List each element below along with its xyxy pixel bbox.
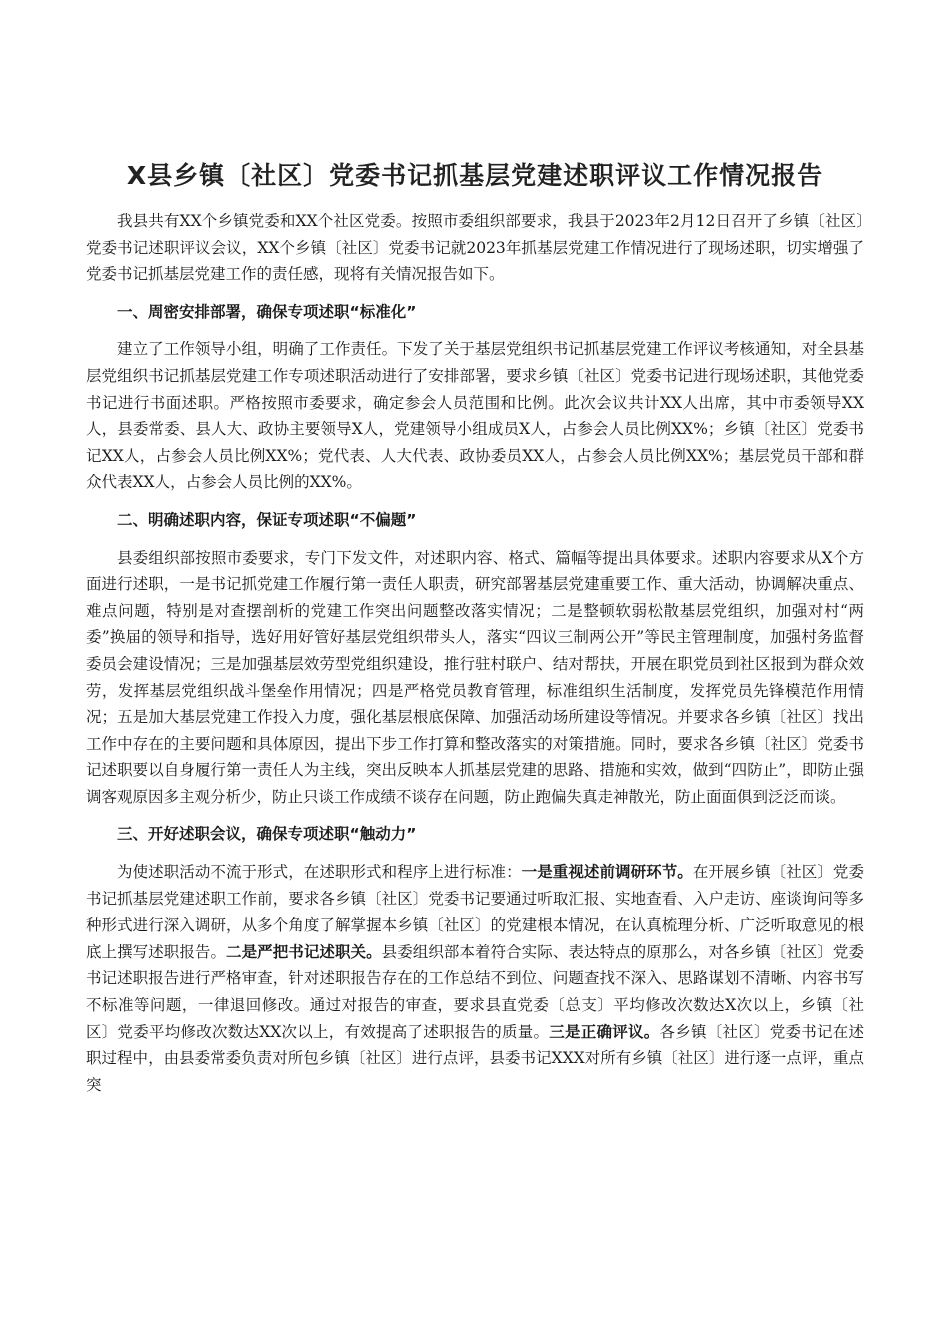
document-title: X县乡镇〔社区〕党委书记抓基层党建述职评议工作情况报告	[126, 161, 824, 190]
section-3-text: 在开展乡镇〔社区〕党委书记抓基层党建述职工作前，要求各乡镇〔社区〕党委书记要通过听取汇报、实地查看、入户走访、座谈询问等多种形式进行深入调研，从多个角度了解掌握本乡镇〔社区〕的党建根本情况，在认真梳理分析、广泛听取意见的根底上撰写述职报告。	[86, 863, 864, 961]
section-3-emphasis: 一是重视述前调研环节。	[521, 863, 693, 882]
section-3-text: 为使述职活动不流于形式，在述职形式和程序上进行标准：	[117, 863, 522, 882]
section-1-body: 建立了工作领导小组，明确了工作责任。下发了关于基层党组织书记抓基层党建工作评议考核通知，对全县基层党组织书记抓基层党建工作专项述职活动进行了安排部署，要求乡镇〔社区〕党委书记进行现场述职，其他党委书记进行书面述职。严格按照市委要求，确定参会人员范围和比例。此次会议共计XX人出席，其中市委领导XX人，县委常委、县人大、政协主要领导X人，党建领导小组成员X人，占参会人员比例XX%；乡镇〔社区〕党委书记XX人，占参会人员比例XX%；党代表、人大代表、政协委员XX人，占参会人员比例XX%；基层党员干部和群众代表XX人，占参会人员比例的XX%。	[86, 340, 864, 492]
section-3-heading: 三、开好述职会议，确保专项述职“触动力”	[117, 825, 417, 844]
document-page	[86, 150, 864, 1098]
section-1-heading: 一、周密安排部署，确保专项述职“标准化”	[117, 302, 417, 321]
section-3-body	[86, 859, 864, 1098]
intro-paragraph: 我县共有XX个乡镇党委和XX个社区党委。按照市委组织部要求，我县于2023年2月12日召开了乡镇〔社区〕党委书记述职评议会议，XX个乡镇〔社区〕党委书记就2023年抓基层党建工作情况进行了现场述职，切实增强了党委书记抓基层党建工作的责任感，现将有关情况报告如下。	[86, 212, 864, 284]
section-3-emphasis: 三是正确评议。	[549, 1022, 660, 1041]
section-3-emphasis: 二是严把书记述职关。	[226, 942, 382, 961]
section-3-text: 各乡镇〔社区〕党委书记在述职过程中，由县委常委负责对所包乡镇〔社区〕进行点评，县委书记XXX对所有乡镇〔社区〕进行逐一点评，重点突	[86, 1022, 864, 1094]
section-2-body: 县委组织部按照市委要求，专门下发文件，对述职内容、格式、篇幅等提出具体要求。述职内容要求从X个方面进行述职，一是书记抓党建工作履行第一责任人职责，研究部署基层党建重要工作、重大活动，协调解决重点、难点问题，特别是对查摆剖析的党建工作突出问题整改落实情况；二是整顿软弱松散基层党组织，加强对村“两委”换届的领导和指导，选好用好管好基层党组织带头人，落实“四议三制两公开”等民主管理制度，加强村务监督委员会建设情况；三是加强基层效劳型党组织建设，推行驻村联户、结对帮扶，开展在职党员到社区报到为群众效劳，发挥基层党组织战斗堡垒作用情况；四是严格党员教育管理，标准组织生活制度，发挥党员先锋模范作用情况；五是加大基层党建工作投入力度，强化基层根底保障、加强活动场所建设等情况。并要求各乡镇〔社区〕找出工作中存在的主要问题和具体原因，提出下步工作打算和整改落实的对策措施。同时，要求各乡镇〔社区〕党委书记述职要以自身履行第一责任人为主线，突出反映本人抓基层党建的思路、措施和实效，做到“四防止”，即防止强调客观原因多主观分析少，防止只谈工作成绩不谈存在问题，防止跑偏失真走神散光，防止面面俱到泛泛而谈。	[86, 548, 864, 806]
section-3-text: 县委组织部本着符合实际、表达特点的原那么，对各乡镇〔社区〕党委书记述职报告进行严格审查，针对述职报告存在的工作总结不到位、问题查找不深入、思路谋划不清晰、内容书写不标准等问题，一律退回修改。通过对报告的审查，要求县直党委〔总支〕平均修改次数达X次以上，乡镇〔社区〕党委平均修改次数达XX次以上，有效提高了述职报告的质量。	[86, 942, 864, 1041]
section-2-heading: 二、明确述职内容，保证专项述职“不偏题”	[117, 510, 417, 529]
